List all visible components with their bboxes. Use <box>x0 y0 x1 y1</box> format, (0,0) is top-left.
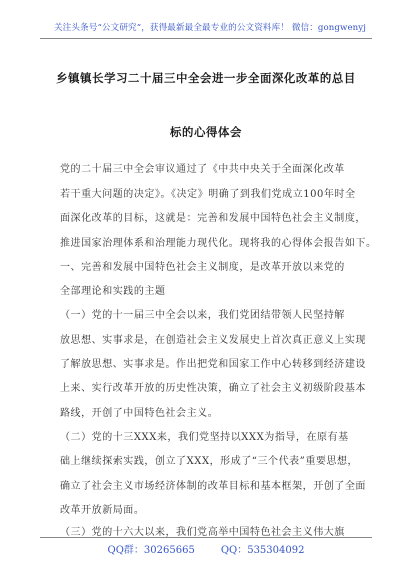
body-line: 上来、实行改革开放的历史性决策，确立了社会主义初级阶段基本 <box>60 383 366 394</box>
body-line: 路线，开创了中国特色社会主义。 <box>60 408 219 419</box>
body-line: 党的二十届三中全会审议通过了《中共中央关于全面深化改革 <box>60 164 345 175</box>
body-line: 全部理论和实践的主题 <box>60 286 166 297</box>
body-line: 了解放思想、实事求是。作出把党和国家工作中心转移到经济建设 <box>60 359 366 370</box>
header-divider <box>40 38 372 39</box>
document-title-line-1: 乡镇镇长学习二十届三中全会进一步全面深化改革的总目 <box>56 71 356 85</box>
body-line: （一）党的十一届三中全会以来，我们党团结带领人民坚持解 <box>60 310 345 321</box>
body-line: 础上继续探索实践，创立了XXX，形成了“三个代表”重要思想， <box>60 456 359 467</box>
body-line: 放思想、实事求是，在创造社会主义发展史上首次真正意义上实现 <box>60 335 366 346</box>
body-line: （二）党的十三XXX来，我们党坚持以XXX为指导，在原有基 <box>60 432 349 443</box>
footer-contact <box>40 541 372 556</box>
document-title-line-2: 标的心得体会 <box>170 125 242 139</box>
footer-qq: QQ：535304092 <box>220 545 305 556</box>
body-line: 改革开放新局面。 <box>60 505 145 516</box>
header-banner: 关注头条号“公文研究”，获得最新最全最专业的公文资料库！ 微信：gongwenyj <box>53 23 367 33</box>
body-line: （三）党的十六大以来，我们党高举中国特色社会主义伟大旗 <box>60 527 345 538</box>
body-line: 一、完善和发展中国特色社会主义制度，是改革开放以来党的 <box>60 262 345 273</box>
body-line: 若干重大问题的决定》。《决定》明确了到我们党成立100年时全 <box>60 189 356 200</box>
body-line: 面深化改革的目标，这就是：完善和发展中国特色社会主义制度， <box>60 213 366 224</box>
footer-qq-group: QQ群：30265665 <box>107 545 195 556</box>
body-line: 推进国家治理体系和治理能力现代化。现将我的心得体会报告如下。 <box>60 238 377 249</box>
body-line: 确立了社会主义市场经济体制的改革目标和基本框架，开创了全面 <box>60 481 366 492</box>
